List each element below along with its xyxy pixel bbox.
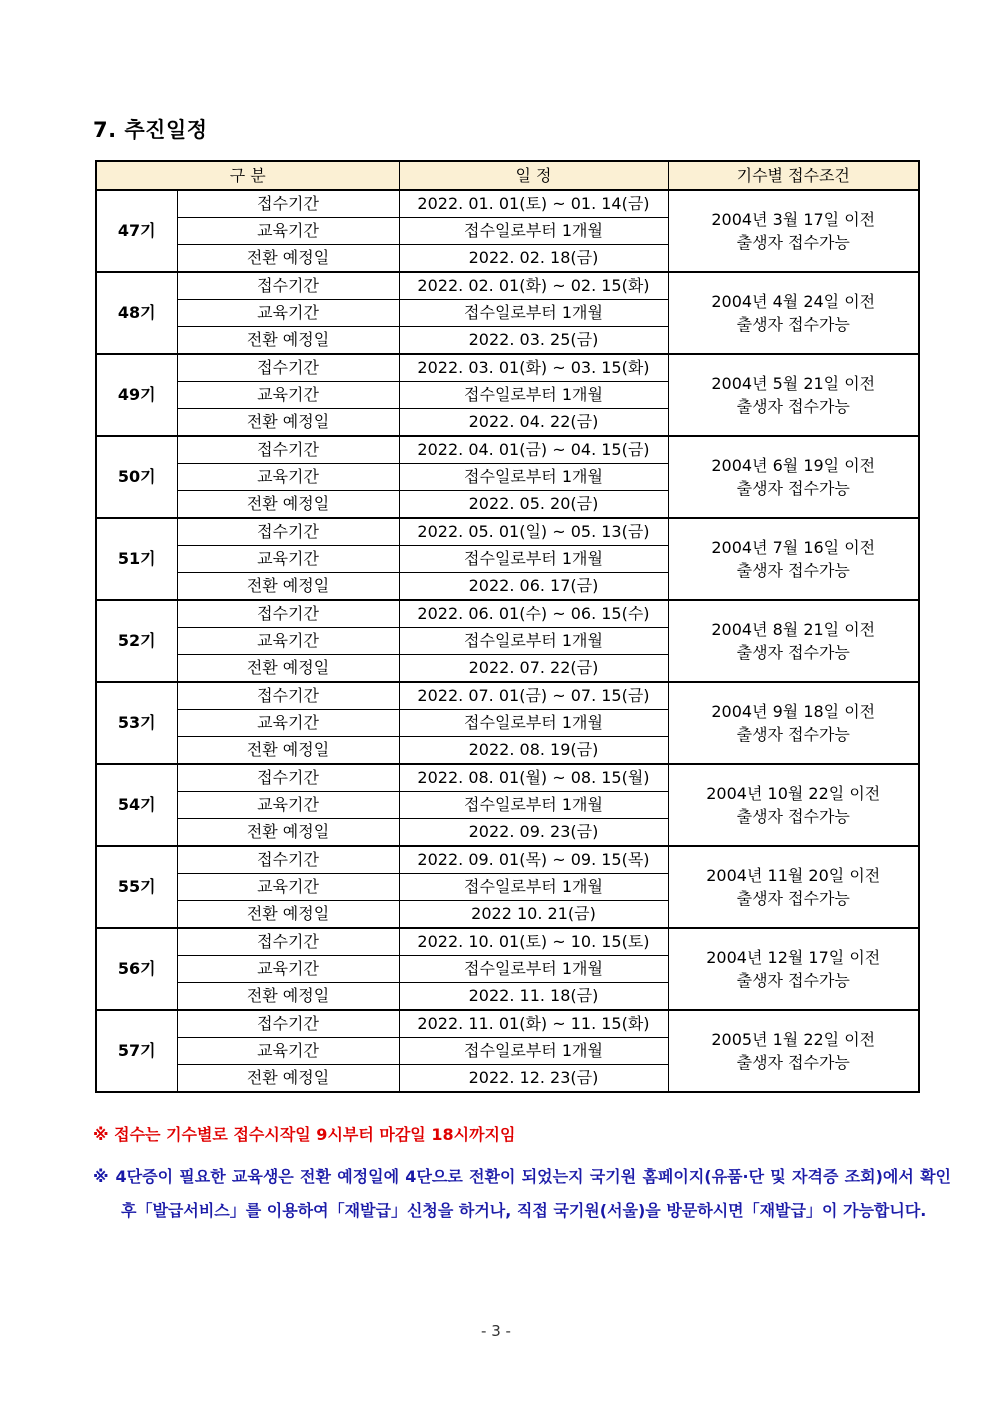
row-label: 접수기간 xyxy=(177,190,399,218)
row-label: 교육기간 xyxy=(177,874,399,901)
condition-line2: 출생자 접수가능 xyxy=(736,807,850,826)
row-label: 전환 예정일 xyxy=(177,327,399,355)
condition-line2: 출생자 접수가능 xyxy=(736,561,850,580)
education-value: 접수일로부터 1개월 xyxy=(399,300,668,327)
row-label: 전환 예정일 xyxy=(177,737,399,765)
cohort-label: 49기 xyxy=(96,354,177,436)
condition-line1: 2004년 7월 16일 이전 xyxy=(711,538,876,557)
row-label: 교육기간 xyxy=(177,300,399,327)
cohort-label: 47기 xyxy=(96,190,177,272)
row-label: 접수기간 xyxy=(177,436,399,464)
conversion-value: 2022 10. 21(금) xyxy=(399,901,668,929)
condition-line1: 2004년 3월 17일 이전 xyxy=(711,210,876,229)
cohort-label: 50기 xyxy=(96,436,177,518)
conversion-value: 2022. 09. 23(금) xyxy=(399,819,668,847)
education-value: 접수일로부터 1개월 xyxy=(399,546,668,573)
conversion-value: 2022. 03. 25(금) xyxy=(399,327,668,355)
table-row xyxy=(96,600,919,628)
table-row xyxy=(96,1010,919,1038)
reception-value: 2022. 07. 01(금) ~ 07. 15(금) xyxy=(399,682,668,710)
table-row xyxy=(96,354,919,382)
education-value: 접수일로부터 1개월 xyxy=(399,956,668,983)
education-value: 접수일로부터 1개월 xyxy=(399,382,668,409)
reception-value: 2022. 11. 01(화) ~ 11. 15(화) xyxy=(399,1010,668,1038)
education-value: 접수일로부터 1개월 xyxy=(399,218,668,245)
condition-line2: 출생자 접수가능 xyxy=(736,725,850,744)
table-row xyxy=(96,272,919,300)
eligibility-condition xyxy=(668,436,919,518)
table-row xyxy=(96,846,919,874)
reception-value: 2022. 05. 01(일) ~ 05. 13(금) xyxy=(399,518,668,546)
reception-hours-note: ※ 접수는 기수별로 접수시작일 9시부터 마감일 18시까지임 xyxy=(93,1125,516,1144)
reception-value: 2022. 01. 01(토) ~ 01. 14(금) xyxy=(399,190,668,218)
conversion-value: 2022. 11. 18(금) xyxy=(399,983,668,1011)
reception-value: 2022. 04. 01(금) ~ 04. 15(금) xyxy=(399,436,668,464)
education-value: 접수일로부터 1개월 xyxy=(399,710,668,737)
table-row xyxy=(96,928,919,956)
reception-value: 2022. 02. 01(화) ~ 02. 15(화) xyxy=(399,272,668,300)
condition-line1: 2004년 10월 22일 이전 xyxy=(706,784,881,803)
row-label: 접수기간 xyxy=(177,600,399,628)
cohort-label: 54기 xyxy=(96,764,177,846)
cohort-label: 56기 xyxy=(96,928,177,1010)
row-label: 접수기간 xyxy=(177,354,399,382)
row-label: 접수기간 xyxy=(177,682,399,710)
eligibility-condition xyxy=(668,682,919,764)
cohort-label: 53기 xyxy=(96,682,177,764)
eligibility-condition xyxy=(668,518,919,600)
condition-line2: 출생자 접수가능 xyxy=(736,971,850,990)
condition-line2: 출생자 접수가능 xyxy=(736,643,850,662)
reception-value: 2022. 09. 01(목) ~ 09. 15(목) xyxy=(399,846,668,874)
row-label: 교육기간 xyxy=(177,382,399,409)
row-label: 교육기간 xyxy=(177,792,399,819)
conversion-value: 2022. 08. 19(금) xyxy=(399,737,668,765)
eligibility-condition xyxy=(668,846,919,928)
education-value: 접수일로부터 1개월 xyxy=(399,874,668,901)
education-value: 접수일로부터 1개월 xyxy=(399,628,668,655)
table-row xyxy=(96,682,919,710)
condition-line1: 2004년 12월 17일 이전 xyxy=(706,948,881,967)
schedule-body xyxy=(96,190,919,1092)
row-label: 접수기간 xyxy=(177,928,399,956)
condition-line2: 출생자 접수가능 xyxy=(736,479,850,498)
education-value: 접수일로부터 1개월 xyxy=(399,464,668,491)
reception-value: 2022. 10. 01(토) ~ 10. 15(토) xyxy=(399,928,668,956)
row-label: 접수기간 xyxy=(177,764,399,792)
reception-value: 2022. 08. 01(월) ~ 08. 15(월) xyxy=(399,764,668,792)
table-row xyxy=(96,190,919,218)
header-category: 구 분 xyxy=(96,161,399,190)
row-label: 교육기간 xyxy=(177,218,399,245)
reissue-info-note: ※ 4단증이 필요한 교육생은 전환 예정일에 4단으로 전환이 되었는지 국기원 홈페이지(유품·단 및 자격증 조회)에서 확인 후「발급서비스」를 이용하여「재발급」신청을 하거나, 직접 국기원(서울)을 방문하시면「재발급」이 가능합니다. xyxy=(93,1167,951,1220)
row-label: 전환 예정일 xyxy=(177,409,399,437)
header-condition: 기수별 접수조건 xyxy=(668,161,919,190)
section-title: 7. 추진일정 xyxy=(93,118,208,142)
table-row xyxy=(96,764,919,792)
row-label: 전환 예정일 xyxy=(177,655,399,683)
condition-line1: 2004년 11월 20일 이전 xyxy=(706,866,881,885)
condition-line1: 2004년 4월 24일 이전 xyxy=(711,292,876,311)
reception-value: 2022. 03. 01(화) ~ 03. 15(화) xyxy=(399,354,668,382)
condition-line1: 2004년 9월 18일 이전 xyxy=(711,702,876,721)
conversion-value: 2022. 12. 23(금) xyxy=(399,1065,668,1093)
cohort-label: 57기 xyxy=(96,1010,177,1092)
condition-line2: 출생자 접수가능 xyxy=(736,233,850,252)
condition-line1: 2004년 6월 19일 이전 xyxy=(711,456,876,475)
row-label: 전환 예정일 xyxy=(177,1065,399,1093)
row-label: 전환 예정일 xyxy=(177,245,399,273)
reception-value: 2022. 06. 01(수) ~ 06. 15(수) xyxy=(399,600,668,628)
eligibility-condition xyxy=(668,1010,919,1092)
condition-line1: 2005년 1월 22일 이전 xyxy=(711,1030,876,1049)
row-label: 교육기간 xyxy=(177,546,399,573)
condition-line2: 출생자 접수가능 xyxy=(736,397,850,416)
row-label: 교육기간 xyxy=(177,464,399,491)
page-number: - 3 - xyxy=(481,1322,511,1340)
cohort-label: 52기 xyxy=(96,600,177,682)
eligibility-condition xyxy=(668,928,919,1010)
conversion-value: 2022. 07. 22(금) xyxy=(399,655,668,683)
eligibility-condition xyxy=(668,190,919,272)
row-label: 전환 예정일 xyxy=(177,819,399,847)
education-value: 접수일로부터 1개월 xyxy=(399,792,668,819)
cohort-label: 51기 xyxy=(96,518,177,600)
conversion-value: 2022. 06. 17(금) xyxy=(399,573,668,601)
row-label: 접수기간 xyxy=(177,272,399,300)
eligibility-condition xyxy=(668,272,919,354)
condition-line1: 2004년 8월 21일 이전 xyxy=(711,620,876,639)
condition-line2: 출생자 접수가능 xyxy=(736,315,850,334)
conversion-value: 2022. 02. 18(금) xyxy=(399,245,668,273)
cohort-label: 55기 xyxy=(96,846,177,928)
row-label: 접수기간 xyxy=(177,518,399,546)
header-schedule: 일 정 xyxy=(399,161,668,190)
condition-line2: 출생자 접수가능 xyxy=(736,1053,850,1072)
table-header-row xyxy=(96,161,919,190)
conversion-value: 2022. 05. 20(금) xyxy=(399,491,668,519)
row-label: 전환 예정일 xyxy=(177,573,399,601)
row-label: 전환 예정일 xyxy=(177,901,399,929)
eligibility-condition xyxy=(668,600,919,682)
row-label: 전환 예정일 xyxy=(177,491,399,519)
row-label: 접수기간 xyxy=(177,846,399,874)
conversion-value: 2022. 04. 22(금) xyxy=(399,409,668,437)
row-label: 접수기간 xyxy=(177,1010,399,1038)
condition-line1: 2004년 5월 21일 이전 xyxy=(711,374,876,393)
row-label: 전환 예정일 xyxy=(177,983,399,1011)
row-label: 교육기간 xyxy=(177,1038,399,1065)
education-value: 접수일로부터 1개월 xyxy=(399,1038,668,1065)
row-label: 교육기간 xyxy=(177,956,399,983)
eligibility-condition xyxy=(668,764,919,846)
eligibility-condition xyxy=(668,354,919,436)
row-label: 교육기간 xyxy=(177,710,399,737)
condition-line2: 출생자 접수가능 xyxy=(736,889,850,908)
cohort-label: 48기 xyxy=(96,272,177,354)
schedule-table xyxy=(95,160,920,1093)
row-label: 교육기간 xyxy=(177,628,399,655)
table-row xyxy=(96,436,919,464)
table-row xyxy=(96,518,919,546)
